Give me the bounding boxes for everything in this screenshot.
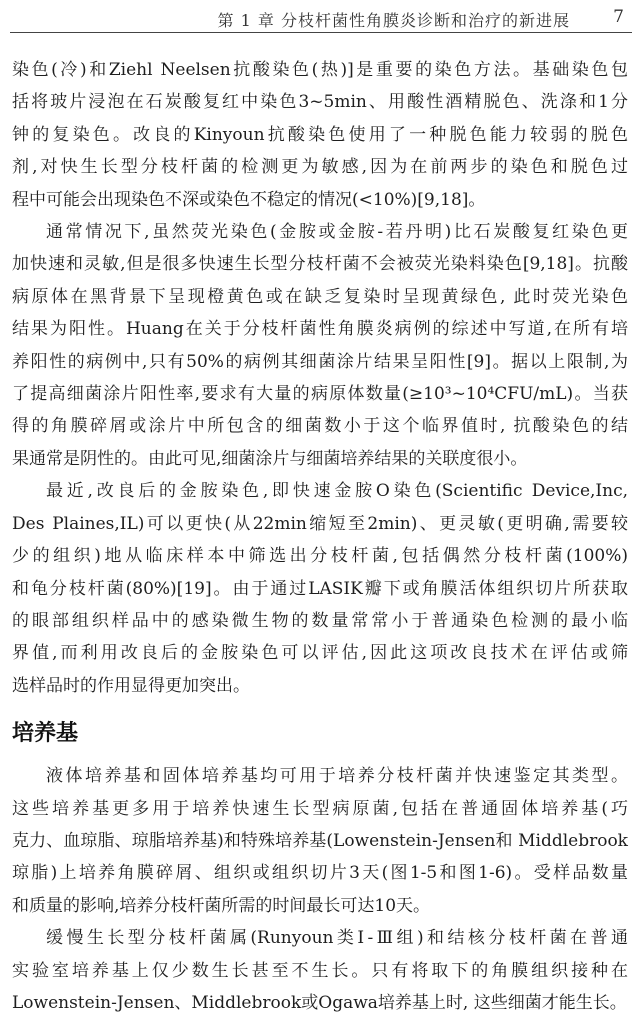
- text-line: 得的角膜碎屑或涂片中所包含的细菌数小于这个临界值时, 抗酸染色的结: [12, 416, 628, 437]
- text-line: 和龟分枝杆菌(80%)[19]。由于通过LASIK瓣下或角膜活体组织切片所获取: [12, 578, 628, 599]
- text-line: Lowenstein-Jensen、Middlebrook或Ogawa培养基上时, 这些细菌才能生长。: [12, 992, 627, 1013]
- text-line: 的眼部组织样品中的感染微生物的数量常常小于普通染色检测的最小临: [12, 610, 628, 631]
- paragraph-staining-methods: [12, 54, 628, 216]
- text-line: 结果为阳性。Huang在关于分枝杆菌性角膜炎病例的综述中写道,在所有培: [12, 319, 628, 340]
- paragraph-slow-growing: [12, 922, 628, 1019]
- text-line: 钟的复染色。改良的Kinyoun抗酸染色使用了一种脱色能力较弱的脱色: [12, 124, 628, 145]
- text-line: 最近,改良后的金胺染色,即快速金胺O染色(Scientific Device,Inc,: [46, 481, 628, 502]
- text-line: 程中可能会出现染色不深或染色不稳定的情况(<10%)[9,18]。: [12, 189, 486, 210]
- text-line: 和质量的影响,培养分枝杆菌所需的时间最长可达10天。: [12, 895, 431, 916]
- page-number: 7: [613, 7, 624, 27]
- text-line: 果通常是阴性的。由此可见,细菌涂片与细菌培养结果的关联度很小。: [12, 448, 528, 469]
- text-line: 界值,而利用改良后的金胺染色可以评估,因此这项改良技术在评估或筛: [12, 643, 628, 664]
- text-line: 选样品时的作用显得更加突出。: [12, 675, 250, 696]
- paragraph-culture-media: [12, 760, 628, 922]
- text-line: 通常情况下,虽然荧光染色(金胺或金胺-若丹明)比石炭酸复红染色更: [46, 222, 628, 243]
- paragraph-auramine-staining: [12, 475, 628, 702]
- text-line: 实验室培养基上仅少数生长甚至不生长。只有将取下的角膜组织接种在: [12, 960, 628, 981]
- text-line: 病原体在黑背景下呈现橙黄色或在缺乏复染时呈现黄绿色, 此时荧光染色: [12, 286, 628, 307]
- text-line: 养阳性的病例中,只有50%的病例其细菌涂片结果呈阳性[9]。据以上限制,为: [12, 351, 628, 372]
- text-line: 剂,对快生长型分枝杆菌的检测更为敏感,因为在前两步的染色和脱色过: [12, 157, 628, 178]
- header-rule: [10, 32, 632, 33]
- page-body: [12, 54, 628, 1019]
- text-line: 少的组织)地从临床样本中筛选出分枝杆菌,包括偶然分枝杆菌(100%): [12, 546, 628, 567]
- text-line: 了提高细菌涂片阳性率,要求有大量的病原体数量(≥10³~10⁴CFU/mL)。当获: [12, 384, 628, 405]
- text-line: Des Plaines,IL)可以更快(从22min缩短至2min)、更灵敏(更明确,需要较: [12, 513, 628, 534]
- text-line: 染色(冷)和Ziehl Neelsen抗酸染色(热)]是重要的染色方法。基础染色包: [12, 60, 628, 80]
- text-line: 括将玻片浸泡在石炭酸复红中染色3~5min、用酸性酒精脱色、洗涤和1分: [12, 92, 628, 113]
- section-heading: 培养基: [12, 721, 79, 747]
- text-line: 克力、血琼脂、琼脂培养基)和特殊培养基(Lowenstein-Jensen和 Middlebrook: [12, 830, 628, 851]
- text-line: 缓慢生长型分枝杆菌属(Runyoun类Ⅰ-Ⅲ组)和结核分枝杆菌在普通: [46, 928, 628, 949]
- text-line: 这些培养基更多用于培养快速生长型病原菌,包括在普通固体培养基(巧: [12, 798, 628, 819]
- text-line: 液体培养基和固体培养基均可用于培养分枝杆菌并快速鉴定其类型。: [46, 766, 628, 787]
- text-line: 加快速和灵敏,但是很多快速生长型分枝杆菌不会被荧光染料染色[9,18]。抗酸: [12, 254, 628, 275]
- chapter-title: 第 1 章 分枝杆菌性角膜炎诊断和治疗的新进展: [217, 11, 570, 30]
- running-header: [0, 0, 640, 34]
- paragraph-fluorescent-staining: [12, 216, 628, 475]
- text-line: 琼脂)上培养角膜碎屑、组织或组织切片3天(图1-5和图1-6)。受样品数量: [12, 863, 628, 884]
